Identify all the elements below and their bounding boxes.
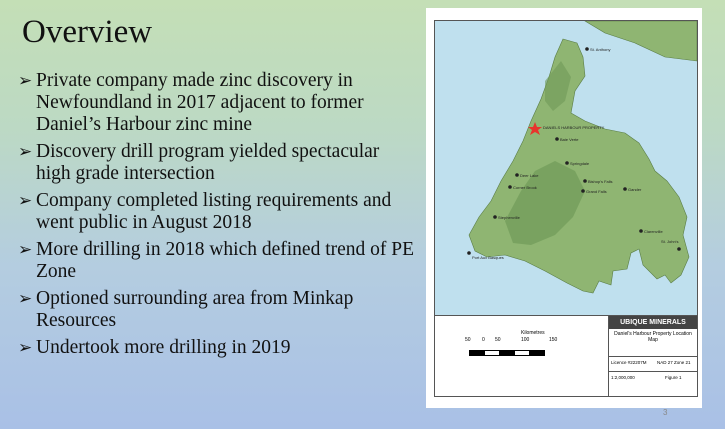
licence-row bbox=[609, 356, 697, 370]
town-dot bbox=[639, 229, 643, 233]
arrow-bullet-icon: ➢ bbox=[18, 338, 33, 357]
arrow-bullet-icon: ➢ bbox=[18, 71, 33, 90]
bullet-text: Private company made zinc discovery in Newfoundland in 2017 adjacent to former Daniel’s Harbour zinc mine bbox=[36, 70, 364, 135]
bullet-item bbox=[18, 141, 418, 185]
bullet-item bbox=[18, 190, 418, 234]
bullet-text: Discovery drill program yielded spectacular high grade intersection bbox=[36, 141, 380, 184]
property-label: DANIELS HARBOUR PROPERTY bbox=[543, 125, 605, 130]
licence-number: Licence #22207M bbox=[611, 360, 647, 365]
map-scale: 1:2,000,000 bbox=[611, 375, 635, 380]
bullet-text: Optioned surrounding area from Minkap Resources bbox=[36, 288, 354, 331]
town-label: Deer Lake bbox=[520, 173, 539, 178]
scale-segment bbox=[499, 350, 515, 356]
map-panel bbox=[434, 20, 698, 317]
town-dot bbox=[508, 185, 512, 189]
town-label: Baie Verte bbox=[560, 137, 579, 142]
company-name: UBIQUE MINERALS bbox=[609, 316, 697, 329]
town-label: Gander bbox=[628, 187, 642, 192]
scale-tick-label: 50 bbox=[465, 337, 471, 343]
page-number: 3 bbox=[663, 408, 668, 417]
town-dot bbox=[467, 251, 471, 255]
newfoundland-map bbox=[435, 21, 697, 316]
datum-label: NAD 27 Zone 21 bbox=[657, 360, 691, 365]
town-label: Corner Brook bbox=[513, 185, 537, 190]
bullet-text: More drilling in 2018 which defined trend of PE Zone bbox=[36, 239, 415, 282]
bullet-text: Company completed listing requirements and went public in August 2018 bbox=[36, 190, 392, 233]
scale-row bbox=[609, 371, 697, 385]
town-dot bbox=[515, 173, 519, 177]
scale-unit-label: Kilometres bbox=[521, 330, 545, 336]
bullet-list bbox=[18, 70, 418, 364]
scale-tick-label: 50 bbox=[495, 337, 501, 343]
bullet-item bbox=[18, 337, 418, 359]
scale-segment bbox=[514, 350, 530, 356]
bullet-text: Undertook more drilling in 2019 bbox=[36, 337, 291, 358]
scale-tick-label: 150 bbox=[549, 337, 558, 343]
slide-title: Overview bbox=[22, 14, 153, 50]
town-dot bbox=[677, 247, 681, 251]
bullet-item bbox=[18, 70, 418, 136]
town-dot bbox=[555, 137, 559, 141]
town-dot bbox=[623, 187, 627, 191]
town-dot bbox=[583, 179, 587, 183]
town-label: Port Aux Basques bbox=[472, 255, 504, 260]
figure-label: Figure 1 bbox=[665, 375, 682, 380]
town-dot bbox=[585, 47, 589, 51]
scale-segment bbox=[469, 350, 485, 356]
town-label: Bishop's Falls bbox=[588, 179, 613, 184]
bullet-item bbox=[18, 239, 418, 283]
arrow-bullet-icon: ➢ bbox=[18, 240, 33, 259]
town-label: Springdale bbox=[570, 161, 590, 166]
scale-segment bbox=[529, 350, 545, 356]
location-map-figure bbox=[426, 8, 702, 408]
town-label: St. Anthony bbox=[590, 47, 611, 52]
title-block bbox=[608, 316, 697, 396]
bullet-item bbox=[18, 288, 418, 332]
town-label: St. John's bbox=[661, 239, 679, 244]
arrow-bullet-icon: ➢ bbox=[18, 191, 33, 210]
scale-tick-label: 0 bbox=[482, 337, 485, 343]
map-title: Daniel's Harbour Property Location Map bbox=[614, 331, 692, 343]
town-dot bbox=[581, 189, 585, 193]
town-dot bbox=[565, 161, 569, 165]
scale-segment bbox=[484, 350, 500, 356]
town-dot bbox=[493, 215, 497, 219]
scale-tick-label: 100 bbox=[521, 337, 530, 343]
town-label: Clarenville bbox=[644, 229, 663, 234]
map-legend-box bbox=[434, 315, 698, 397]
arrow-bullet-icon: ➢ bbox=[18, 289, 33, 308]
arrow-bullet-icon: ➢ bbox=[18, 142, 33, 161]
town-label: Stephenville bbox=[498, 215, 520, 220]
town-label: Grand Falls bbox=[586, 189, 607, 194]
